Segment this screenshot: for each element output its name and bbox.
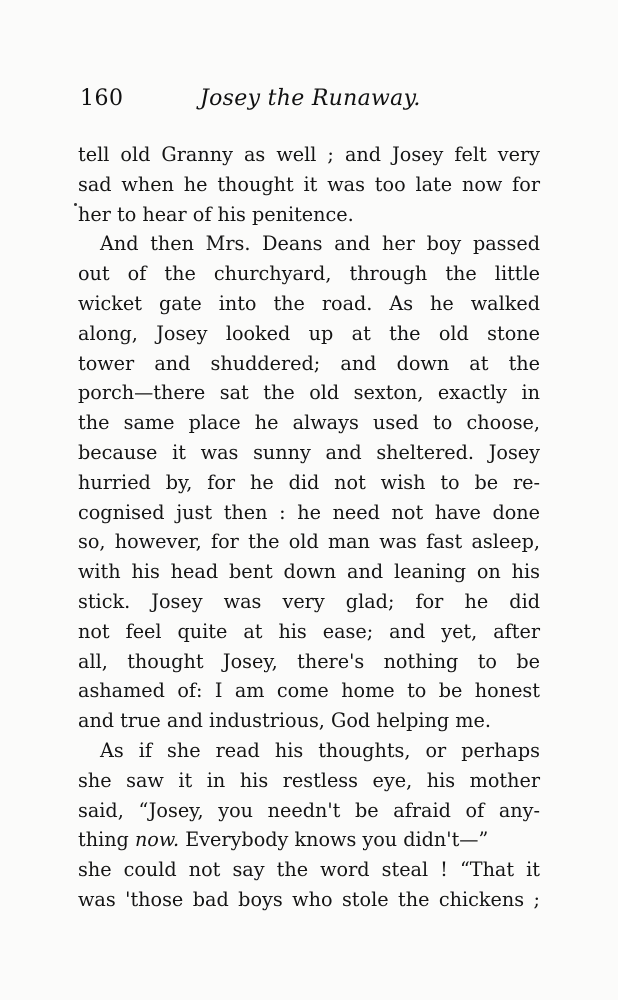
- text-line: As if she read his thoughts, or perhaps: [100, 738, 540, 762]
- text-line: cognised just then : he need not have done: [78, 500, 540, 524]
- text-fragment: thing: [78, 828, 135, 852]
- page-header: [80, 86, 540, 116]
- text-line: out of the churchyard, through the little: [78, 262, 540, 286]
- running-title: Josey the Runaway.: [200, 86, 421, 111]
- text-line: she could not say the word steal ! “That it: [78, 858, 540, 882]
- text-fragment: Everybody knows you didn't—”: [179, 828, 489, 852]
- text-line: sad when he thought it was too late now for: [78, 172, 540, 196]
- text-line: her to hear of his penitence.: [78, 202, 354, 226]
- text-line: [78, 825, 540, 855]
- text-line: porch—there sat the old sexton, exactly in: [78, 381, 540, 405]
- text-line: along, Josey looked up at the old stone: [78, 321, 540, 345]
- page-number: 160: [80, 86, 124, 111]
- text-line: she saw it in his restless eye, his mother: [78, 768, 540, 792]
- text-line: was 'those bad boys who stole the chickens ;: [78, 887, 540, 911]
- body-text: [78, 140, 540, 915]
- text-line: ashamed of: I am come home to be honest: [78, 679, 540, 703]
- text-line: the same place he always used to choose,: [78, 411, 540, 435]
- text-line: with his head bent down and leaning on his: [78, 560, 540, 584]
- text-line: so, however, for the old man was fast asleep,: [78, 530, 540, 554]
- text-line: all, thought Josey, there's nothing to be: [78, 649, 540, 673]
- text-line: not feel quite at his ease; and yet, after: [78, 619, 540, 643]
- emphasis: now.: [134, 828, 180, 852]
- print-speck: [74, 203, 77, 206]
- text-line: wicket gate into the road. As he walked: [78, 291, 540, 315]
- text-line: said, “Josey, you needn't be afraid of any-: [78, 798, 540, 822]
- text-line: tell old Granny as well ; and Josey felt very: [78, 143, 540, 166]
- text-line: hurried by, for he did not wish to be re-: [78, 470, 540, 494]
- text-line: stick. Josey was very glad; for he did: [78, 589, 540, 613]
- text-line: And then Mrs. Deans and her boy passed: [100, 232, 540, 256]
- text-line: and true and industrious, God helping me.: [78, 709, 491, 733]
- text-line: tower and shuddered; and down at the: [78, 351, 540, 375]
- text-line: because it was sunny and sheltered. Josey: [78, 440, 540, 464]
